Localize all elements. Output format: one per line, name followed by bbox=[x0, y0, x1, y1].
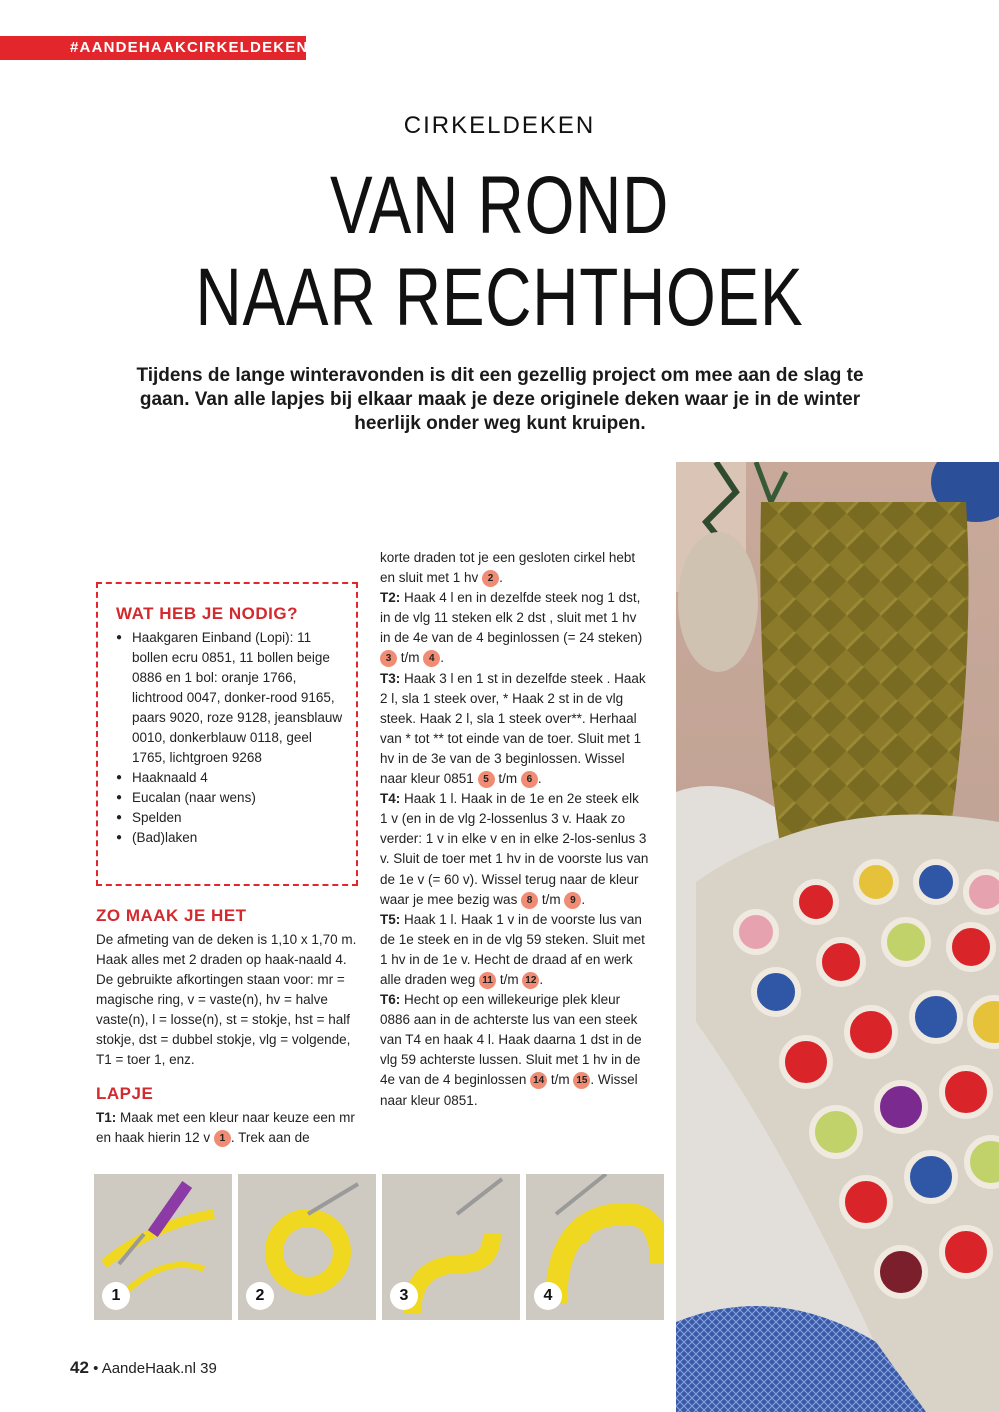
step-number: 2 bbox=[482, 570, 499, 587]
page-footer bbox=[70, 1358, 217, 1378]
instructions-column bbox=[380, 548, 650, 1111]
lapje-t4 bbox=[380, 789, 650, 910]
lapje-t2 bbox=[380, 588, 650, 668]
step-number: 15 bbox=[573, 1072, 590, 1089]
step-number: 3 bbox=[380, 650, 397, 667]
t3-label: T3: bbox=[380, 670, 401, 686]
step-number: 5 bbox=[478, 771, 495, 788]
step-badge: 4 bbox=[534, 1282, 562, 1310]
materials-item: ● Haaknaald 4 bbox=[116, 768, 346, 788]
article-kicker: CIRKELDEKEN bbox=[403, 112, 596, 139]
t4-text: Haak 1 l. Haak in de 1e en 2e steek elk 1 v (en in de vlg 2-lossenlus 3 v. Haak zo verder: 1 v in elke v en in elke 2-los-senlus 3 v. Sluit de toer met 1 hv in de voorste lus van de 1e v (= 60 v). Wissel terug naar de kleur waar je mee bezig was bbox=[380, 791, 649, 907]
dot: . bbox=[440, 650, 445, 666]
lapje-t6 bbox=[380, 990, 650, 1111]
materials-item: ● Spelden bbox=[116, 808, 346, 828]
howto-text: De afmeting van de deken is 1,10 x 1,70 m. Haak alles met 2 draden op haak-naald 4. De gebruikte afkortingen staan voor: mr = magische ring, v = vaste(n), hv = halve vaste(n), l = losse(n), st = stokje, hst = half stokje, dst = dubbel stokje, vlg = volgende, T1 = toer 1, enz. bbox=[96, 932, 357, 1067]
t4-label: T4: bbox=[380, 791, 401, 807]
step-number: 11 bbox=[479, 972, 496, 989]
materials-box bbox=[96, 582, 358, 886]
step-photo-1 bbox=[94, 1174, 232, 1320]
article-lead: Tijdens de lange winteravonden is dit een gezellig project om mee aan de slag te gaan. Van alle lapjes bij elkaar maak je deze originele deken waar je in de winter heerlijk onder weg kunt kruipen. bbox=[136, 365, 864, 434]
t5-label: T5: bbox=[380, 911, 401, 927]
lapje-heading: LAPJE bbox=[96, 1084, 154, 1103]
step-number: 14 bbox=[530, 1072, 547, 1089]
title-line-2: NAAR RECHTHOEK bbox=[195, 252, 804, 343]
materials-heading: WAT HEB JE NODIG? bbox=[116, 604, 298, 623]
photo-illustration bbox=[676, 462, 999, 1412]
step-number: 9 bbox=[564, 892, 581, 909]
t6-text-end: . Wissel naar kleur 0851. bbox=[380, 1072, 638, 1108]
lapje-t3 bbox=[380, 669, 650, 790]
range-text: t/m bbox=[499, 971, 519, 987]
step-number: 8 bbox=[521, 892, 538, 909]
howto-heading: ZO MAAK JE HET bbox=[96, 906, 247, 925]
range-text: t/m bbox=[498, 771, 518, 787]
footer-bullet: • bbox=[93, 1360, 99, 1377]
t2-text: Haak 4 l en in dezelfde steek nog 1 dst, in de vlg 11 steken elk 2 dst , sluit met 1 hv in de 4e van de 4 beginlossen (= 24 steken) bbox=[380, 590, 643, 646]
step-badge: 3 bbox=[390, 1282, 418, 1310]
step-badge: 2 bbox=[246, 1282, 274, 1310]
step-number: 6 bbox=[521, 771, 538, 788]
howto-column bbox=[96, 906, 358, 1148]
dot: . bbox=[539, 971, 544, 987]
magazine-issue: AandeHaak.nl 39 bbox=[101, 1360, 217, 1377]
materials-list bbox=[116, 628, 346, 848]
step-number: 1 bbox=[214, 1130, 231, 1147]
step-photo-4 bbox=[526, 1174, 664, 1320]
t3-text: Haak 3 l en 1 st in dezelfde steek . Haak 2 l, sla 1 steek over, * Haak 2 st in de vlg steek. Haak 2 l, sla 1 steek over**. Herhaal van * tot ** tot einde van de toer. Sluit met 1 hv in de 3e van de 3 beginlossen. Wissel naar kleur 0851 bbox=[380, 670, 646, 787]
range-text: t/m bbox=[550, 1072, 570, 1088]
range-text: t/m bbox=[400, 650, 420, 666]
dot: . bbox=[499, 570, 503, 586]
step-number: 4 bbox=[423, 650, 440, 667]
t1-continued bbox=[380, 548, 650, 588]
materials-item: ● Eucalan (naar wens) bbox=[116, 788, 346, 808]
page-number: 42 bbox=[70, 1358, 89, 1377]
lapje-t1 bbox=[96, 1108, 358, 1148]
range-text: t/m bbox=[541, 891, 561, 907]
hashtag-banner: #AANDEHAAKCIRKELDEKEN bbox=[0, 36, 306, 60]
step-photo-2 bbox=[238, 1174, 376, 1320]
dot: . bbox=[537, 771, 542, 787]
step-number: 12 bbox=[522, 972, 539, 989]
lapje-t5 bbox=[380, 910, 650, 990]
step-photo-3 bbox=[382, 1174, 520, 1320]
t2-label: T2: bbox=[380, 590, 401, 606]
article-title bbox=[110, 160, 889, 344]
t6-label: T6: bbox=[380, 992, 401, 1008]
dot: . bbox=[581, 891, 586, 907]
blanket-photo bbox=[676, 462, 999, 1412]
t1-cont-text: korte draden tot je een gesloten cirkel hebt en sluit met 1 hv bbox=[380, 550, 636, 586]
t5-text: Haak 1 l. Haak 1 v in de voorste lus van de 1e steek en in de vlg 59 steken. Sluit met 1 hv in de 1e v. Hecht de draad af en werk alle draden weg bbox=[380, 911, 645, 987]
step-badge: 1 bbox=[102, 1282, 130, 1310]
t6-text: Hecht op een willekeurige plek kleur 0886 aan in de achterste lus van een steek van T4 en haak 4 l. Haak daarna 1 dst in de vlg 59 achterste lussen. Sluit met 1 hv in de 4e van de 4 beginlossen bbox=[380, 992, 642, 1088]
title-line-1: VAN ROND bbox=[329, 160, 670, 251]
materials-item: ● Haakgaren Einband (Lopi): 11 bollen ecru 0851, 11 bollen beige 0886 en 1 bol: oranje 1766, lichtrood 0047, donker-rood 9165, paars 9020, roze 9128, jeansblauw 0010, donkerblauw 0118, geel 1765, lichtgroen 9268 bbox=[116, 628, 346, 768]
t1-label: T1: bbox=[96, 1110, 117, 1125]
t1-text: Maak met een kleur naar keuze een mr en haak hierin 12 v bbox=[96, 1110, 355, 1145]
t1-text-end: . Trek aan de bbox=[230, 1130, 310, 1145]
materials-item: ● (Bad)laken bbox=[116, 828, 346, 848]
